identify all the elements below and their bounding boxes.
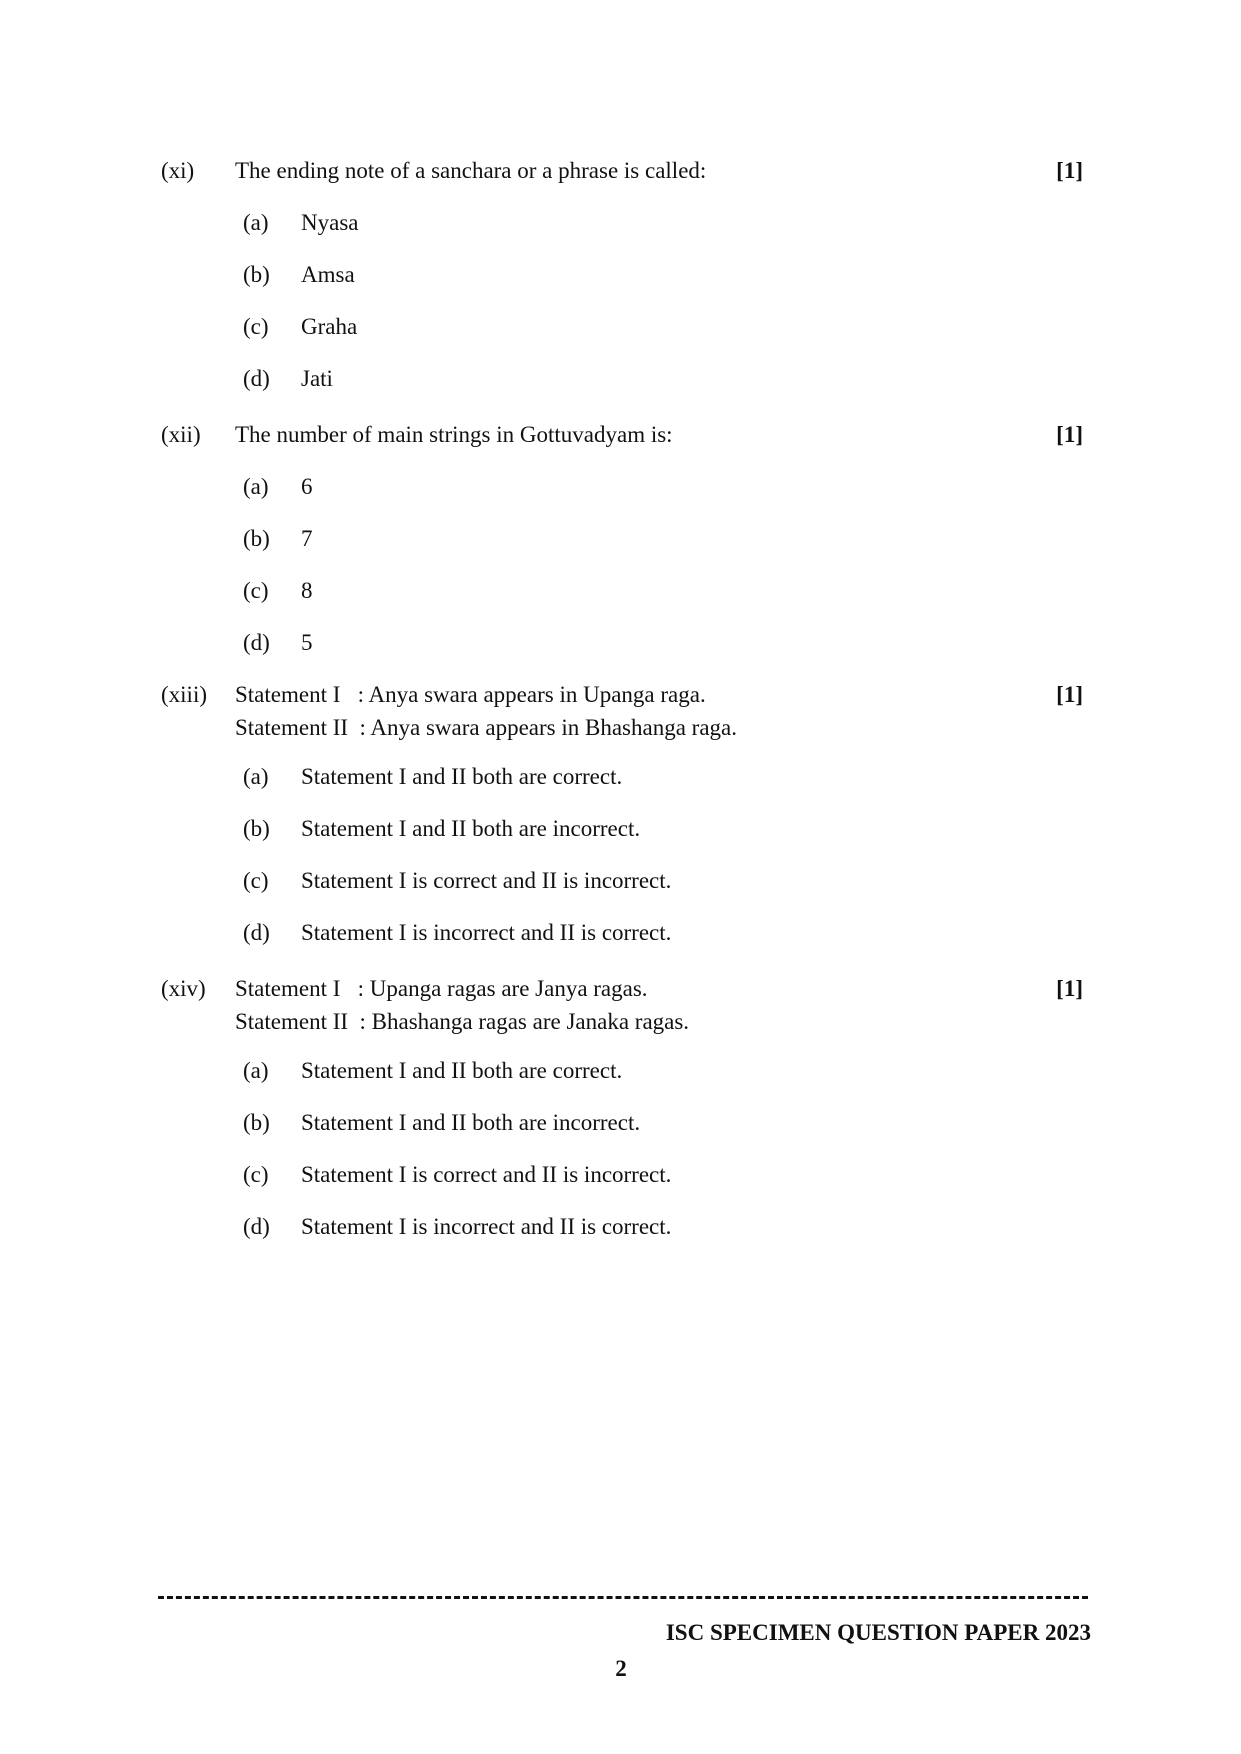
option-label: (d) — [243, 920, 270, 945]
footer-title: ISC SPECIMEN QUESTION PAPER 2023 — [665, 1620, 1091, 1645]
option-text: Statement I and II both are incorrect. — [301, 1110, 641, 1135]
question-header — [161, 681, 1086, 747]
option-a — [243, 1057, 1086, 1109]
option-text: Jati — [301, 366, 333, 391]
option-text: Statement I is correct and II is incorrect. — [301, 868, 672, 893]
option-b — [243, 1109, 1086, 1161]
option-c — [243, 313, 1086, 365]
question-xiii — [161, 681, 1086, 971]
option-text: 7 — [301, 526, 313, 551]
option-a — [243, 209, 1086, 261]
option-a — [243, 763, 1086, 815]
option-label: (d) — [243, 630, 270, 655]
option-b — [243, 525, 1086, 577]
question-xi — [161, 157, 1086, 417]
option-text: Statement I is incorrect and II is correct. — [301, 920, 672, 945]
statement-one: Statement I : Anya swara appears in Upanga raga. — [235, 682, 706, 707]
question-marks: [1] — [1056, 976, 1083, 1001]
question-header — [161, 157, 1086, 190]
question-marks: [1] — [1056, 158, 1083, 183]
question-xii — [161, 421, 1086, 681]
option-list — [243, 1057, 1086, 1265]
option-label: (b) — [243, 526, 270, 551]
option-text: Nyasa — [301, 210, 359, 235]
option-label: (a) — [243, 210, 269, 235]
question-text — [235, 421, 1086, 454]
option-d — [243, 919, 1086, 971]
option-label: (a) — [243, 474, 269, 499]
option-d — [243, 1213, 1086, 1265]
question-number: (xiv) — [161, 976, 206, 1001]
option-label: (b) — [243, 262, 270, 287]
option-c — [243, 867, 1086, 919]
question-text — [235, 681, 1086, 747]
question-number: (xiii) — [161, 682, 207, 707]
option-b — [243, 815, 1086, 867]
statement-two: Statement II : Bhashanga ragas are Janaka ragas. — [235, 1009, 690, 1034]
question-text — [235, 975, 1086, 1041]
question-marks: [1] — [1056, 682, 1083, 707]
option-d — [243, 365, 1086, 417]
question-text — [235, 157, 1086, 190]
question-line: The number of main strings in Gottuvadyam is: — [235, 422, 673, 447]
option-text: Statement I is correct and II is incorrect. — [301, 1162, 672, 1187]
option-b — [243, 261, 1086, 313]
option-label: (c) — [243, 868, 269, 893]
option-list — [243, 763, 1086, 971]
question-header — [161, 975, 1086, 1041]
option-label: (a) — [243, 1058, 269, 1083]
option-label: (c) — [243, 1162, 269, 1187]
option-label: (b) — [243, 1110, 270, 1135]
question-number: (xii) — [161, 422, 201, 447]
option-list — [243, 209, 1086, 417]
question-line: The ending note of a sanchara or a phrase is called: — [235, 158, 707, 183]
option-c — [243, 577, 1086, 629]
option-text: 5 — [301, 630, 313, 655]
option-text: Statement I is incorrect and II is correct. — [301, 1214, 672, 1239]
option-text: Statement I and II both are correct. — [301, 1058, 623, 1083]
option-text: 8 — [301, 578, 313, 603]
option-text: Statement I and II both are correct. — [301, 764, 623, 789]
option-label: (c) — [243, 314, 269, 339]
option-label: (a) — [243, 764, 269, 789]
option-c — [243, 1161, 1086, 1213]
option-label: (c) — [243, 578, 269, 603]
question-marks: [1] — [1056, 422, 1083, 447]
page-number: 2 — [615, 1656, 627, 1681]
footer-divider — [158, 1596, 1088, 1599]
option-text: Statement I and II both are incorrect. — [301, 816, 641, 841]
option-label: (d) — [243, 366, 270, 391]
option-label: (b) — [243, 816, 270, 841]
question-number: (xi) — [161, 158, 195, 183]
option-label: (d) — [243, 1214, 270, 1239]
question-header — [161, 421, 1086, 454]
option-text: Graha — [301, 314, 358, 339]
option-text: Amsa — [301, 262, 355, 287]
option-text: 6 — [301, 474, 313, 499]
option-d — [243, 629, 1086, 681]
statement-one: Statement I : Upanga ragas are Janya ragas. — [235, 976, 648, 1001]
option-a — [243, 473, 1086, 525]
option-list — [243, 473, 1086, 681]
statement-two: Statement II : Anya swara appears in Bhashanga raga. — [235, 715, 737, 740]
question-xiv — [161, 975, 1086, 1265]
